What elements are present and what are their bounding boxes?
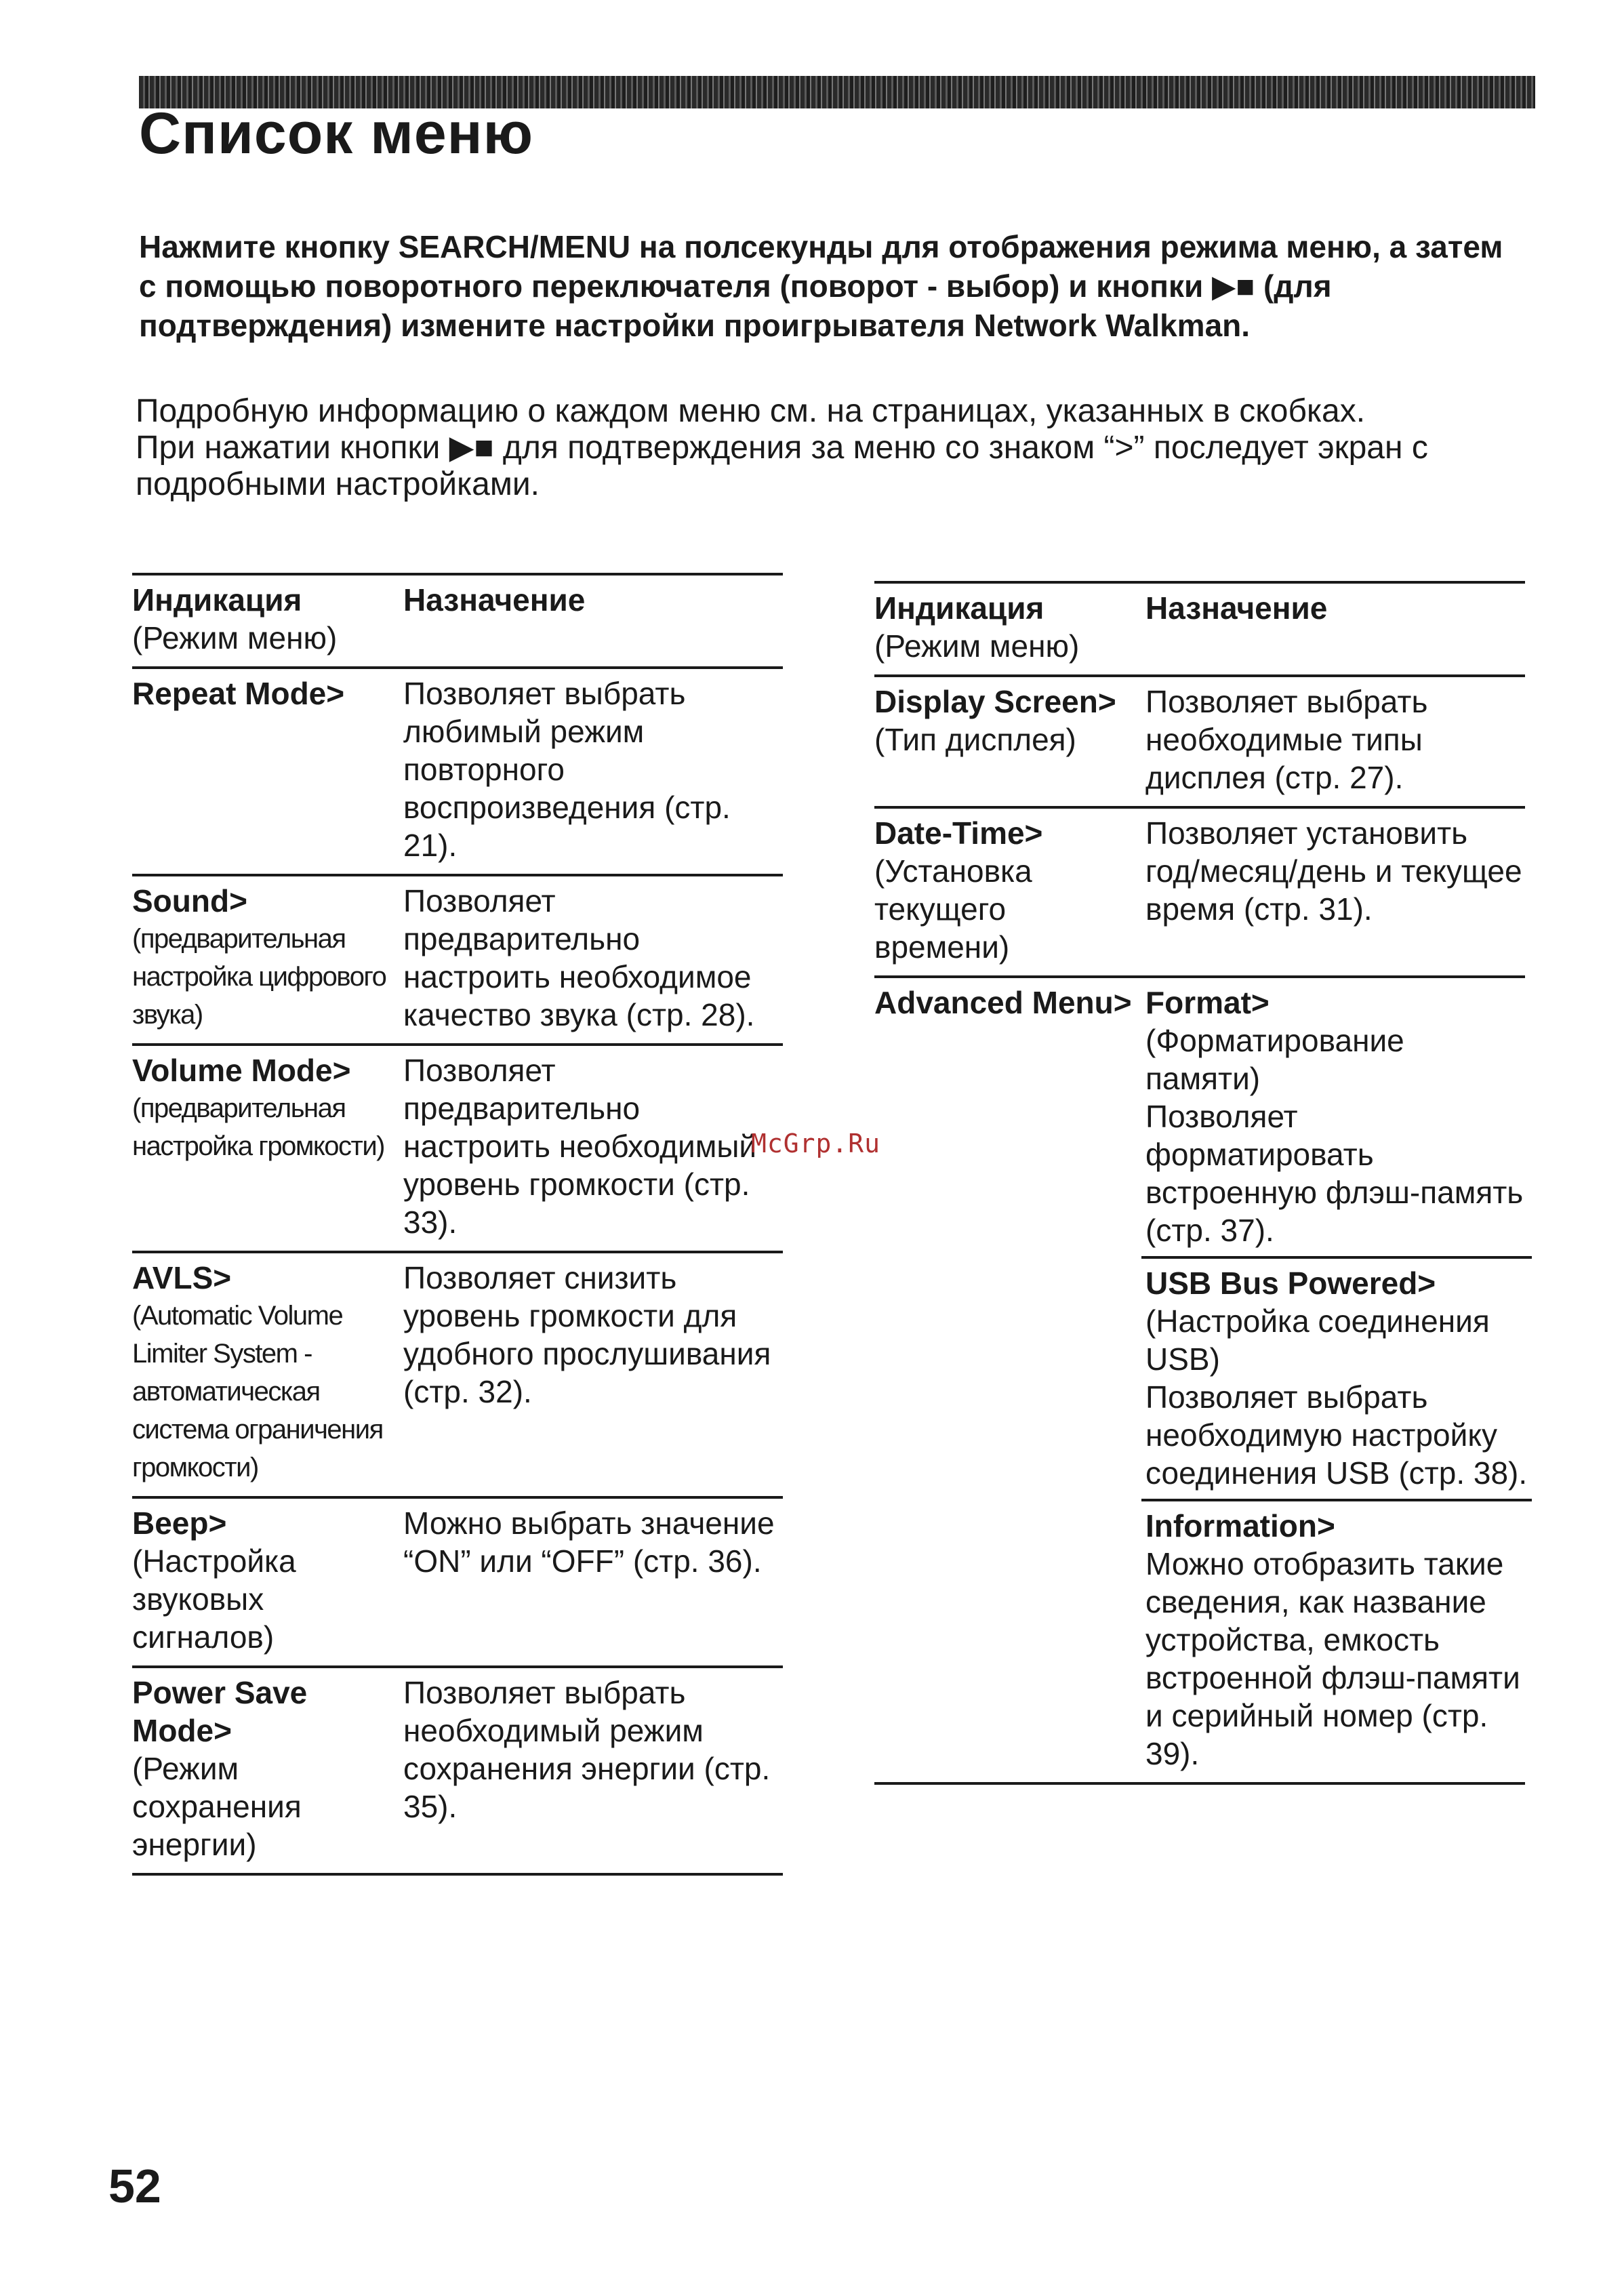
menu-description: Позволяет снизить уровень громкости для удобного прослушивания (стр. 32). — [403, 1260, 771, 1409]
menu-description: Позволяет установить год/месяц/день и текущее время (стр. 31). — [1145, 815, 1522, 927]
menu-description: Позволяет выбрать необходимые типы дисплея (стр. 27). — [1145, 684, 1428, 795]
table-row — [132, 1497, 783, 1667]
menu-term-sub: (предварительная настройка цифрового звука) — [132, 924, 386, 1030]
submenu-name: Format> — [1145, 985, 1270, 1020]
watermark: McGrp.Ru — [751, 1129, 881, 1158]
menu-term: Volume Mode> — [132, 1053, 351, 1088]
table-row-advanced — [874, 977, 1525, 1783]
table-row — [874, 676, 1525, 807]
menu-description: Позволяет предварительно настроить необходимое качество звука (стр. 28). — [403, 883, 755, 1032]
intro-details — [136, 393, 1532, 503]
menu-term: Date-Time> — [874, 815, 1043, 851]
menu-term: Display Screen> — [874, 684, 1116, 719]
table-header-row — [132, 574, 783, 668]
table-row — [132, 875, 783, 1045]
menu-description: Позволяет выбрать любимый режим повторного воспроизведения (стр. 21). — [403, 676, 731, 863]
menu-term: Power Save Mode> — [132, 1675, 308, 1748]
header-indication — [874, 582, 1145, 676]
menu-term-sub: (Режим сохранения энергии) — [132, 1751, 302, 1862]
page-title: Список меню — [139, 101, 534, 166]
table-row — [132, 668, 783, 875]
intro-line-1: Подробную информацию о каждом меню см. на страницах, указанных в скобках. — [136, 393, 1366, 429]
menu-description: Позволяет предварительно настроить необходимый уровень громкости (стр. 33). — [403, 1053, 757, 1240]
menu-description: Позволяет выбрать необходимый режим сохранения энергии (стр. 35). — [403, 1675, 771, 1824]
menu-term: Sound> — [132, 883, 247, 918]
submenu-name: USB Bus Powered> — [1145, 1266, 1436, 1301]
menu-term-sub: (Установка текущего времени) — [874, 853, 1032, 965]
intro-instructions: Нажмите кнопку SEARCH/MENU на полсекунды для отображения режима меню, а затем с помощью поворотного переключателя (поворот - выбор) и кнопки ▶■ (для подтверждения) измените настройки проигрывателя Network Walkman. — [139, 229, 1503, 343]
header-indication-sub: (Режим меню) — [874, 628, 1080, 664]
submenu-usb-bus-powered — [1141, 1256, 1532, 1492]
menu-term-sub: (Automatic Volume Limiter System - автоматическая система ограничения громкости) — [132, 1301, 383, 1482]
header-indication-label: Индикация — [874, 590, 1044, 626]
header-purpose-label: Назначение — [1145, 590, 1328, 626]
header-purpose-label: Назначение — [403, 582, 586, 618]
table-row — [132, 1045, 783, 1252]
submenu-format — [1145, 984, 1525, 1249]
header-indication-label: Индикация — [132, 582, 302, 618]
menu-description: Можно выбрать значение “ON” или “OFF” (стр. 36). — [403, 1506, 775, 1579]
menu-table-right — [874, 581, 1528, 1785]
submenu-information — [1141, 1499, 1532, 1773]
header-purpose — [403, 574, 783, 668]
submenu-name: Information> — [1145, 1508, 1335, 1543]
menu-term-sub: (Тип дисплея) — [874, 722, 1076, 757]
table-row — [132, 1667, 783, 1874]
submenu-description: Можно отобразить такие сведения, как название устройства, емкость встроенной флэш-памяти и серийный номер (стр. 39). — [1145, 1546, 1520, 1771]
table-row — [132, 1252, 783, 1497]
menu-term-sub: (предварительная настройка громкости) — [132, 1093, 384, 1161]
intro-line-2: При нажатии кнопки ▶■ для подтверждения за меню со знаком “>” последует экран с подробными настройками. — [136, 430, 1428, 502]
menu-term: Beep> — [132, 1506, 227, 1541]
menu-term-sub: (Настройка звуковых сигналов) — [132, 1543, 296, 1655]
menu-table-left — [132, 573, 783, 1876]
header-indication — [132, 574, 403, 668]
header-indication-sub: (Режим меню) — [132, 620, 338, 655]
table-header-row — [874, 582, 1525, 676]
submenu-description: Позволяет форматировать встроенную флэш-память (стр. 37). — [1145, 1099, 1524, 1248]
menu-term: Repeat Mode> — [132, 676, 345, 711]
menu-term: AVLS> — [132, 1260, 232, 1295]
submenu-sub: (Форматирование памяти) — [1145, 1023, 1404, 1096]
menu-term: Advanced Menu> — [874, 985, 1132, 1020]
submenu-sub: (Настройка соединения USB) — [1145, 1304, 1490, 1377]
page-number: 52 — [108, 2160, 161, 2213]
header-purpose — [1145, 582, 1525, 676]
submenu-description: Позволяет выбрать необходимую настройку соединения USB (стр. 38). — [1145, 1379, 1528, 1491]
table-row — [874, 807, 1525, 977]
